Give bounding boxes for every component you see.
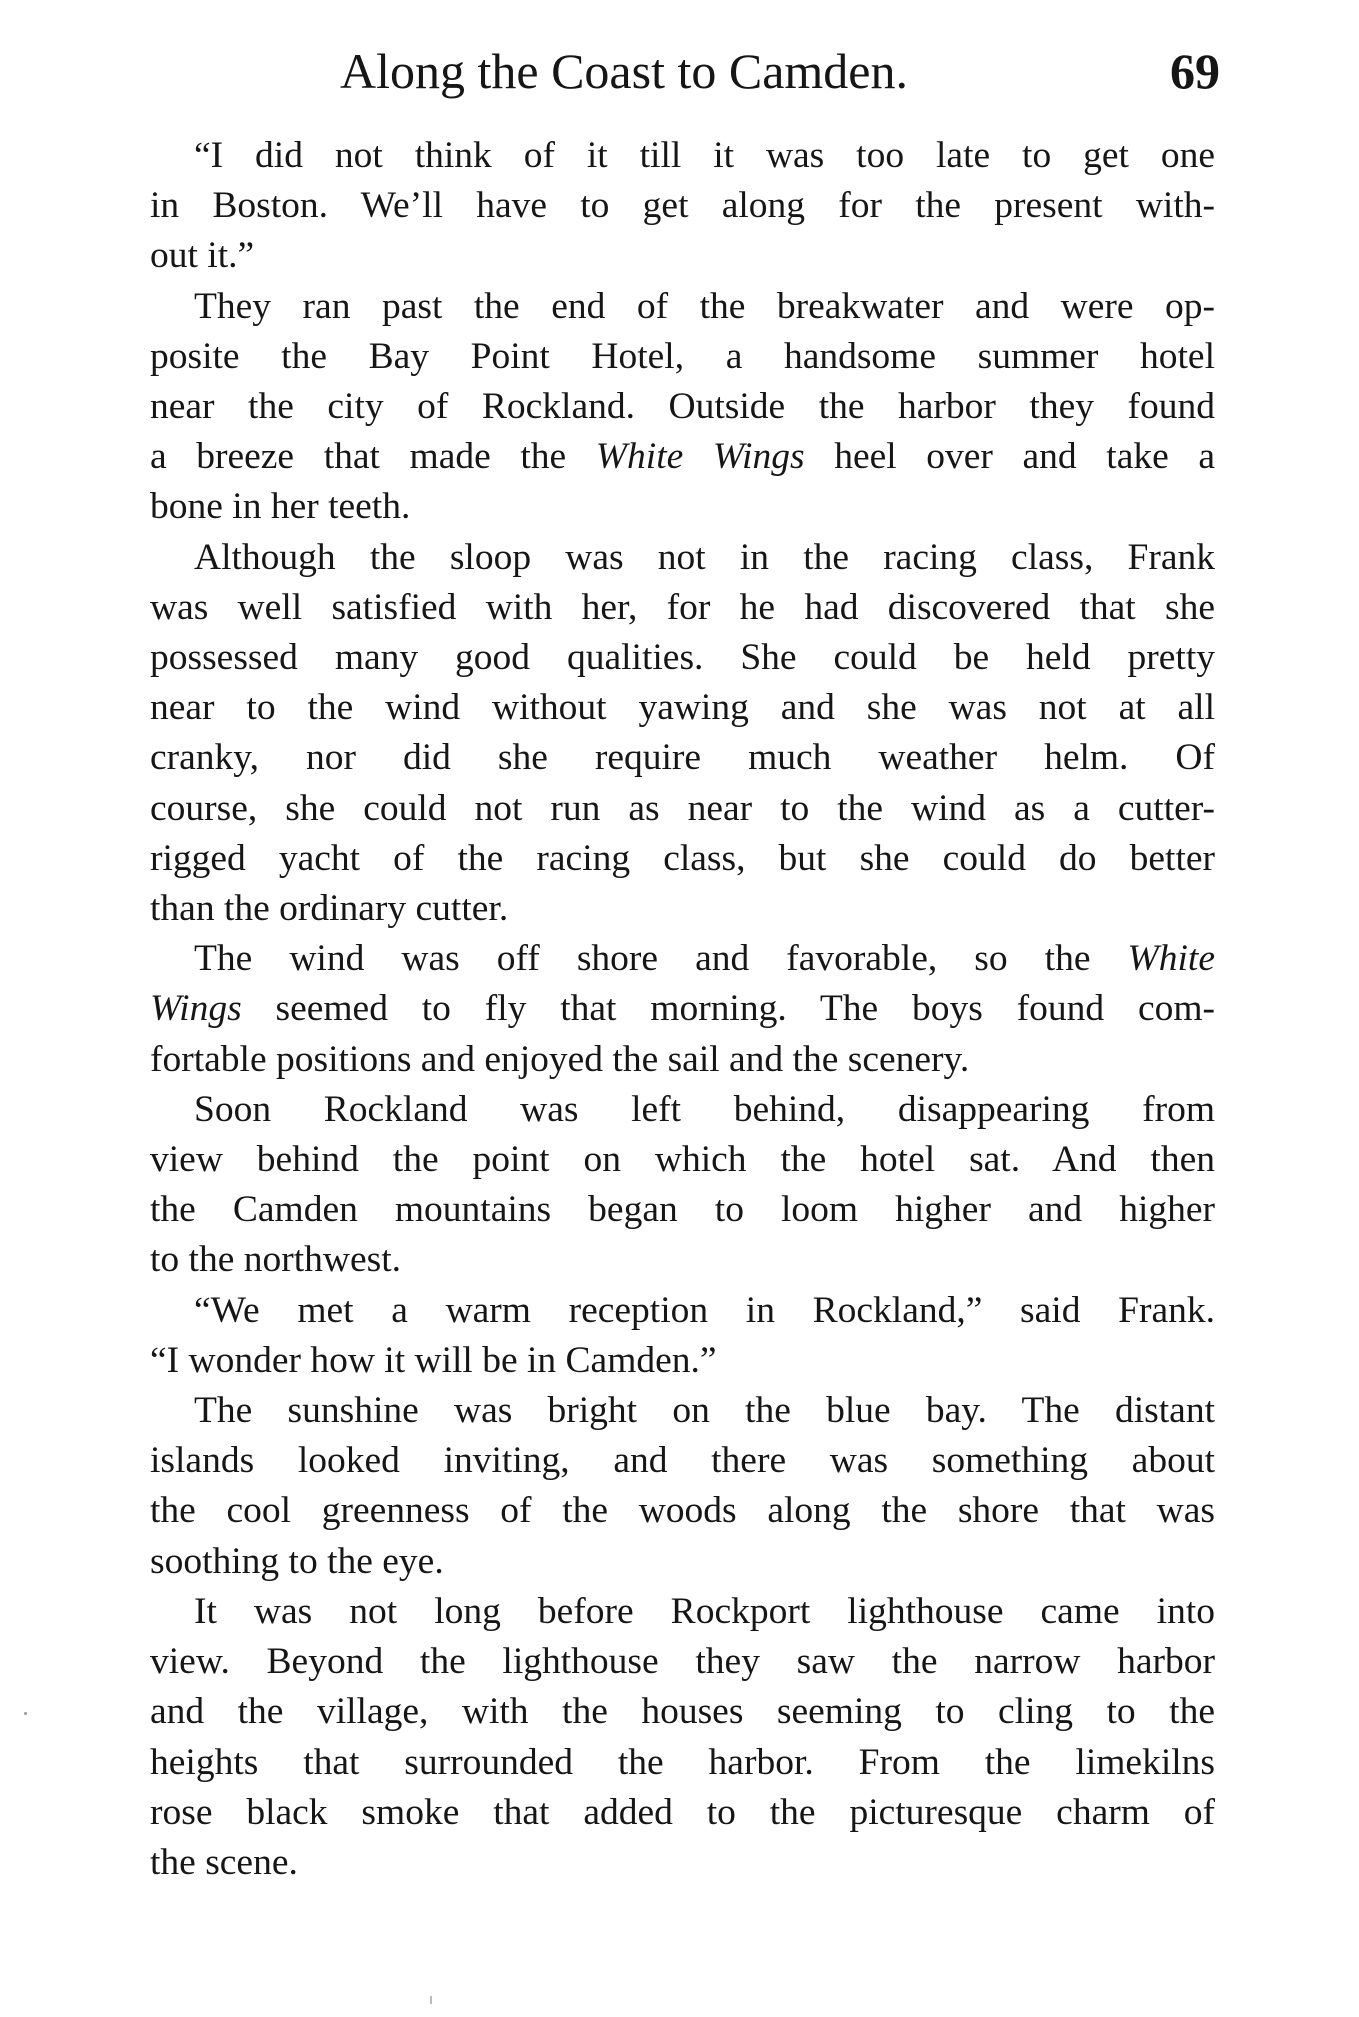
text-line	[150, 1486, 1215, 1536]
text-segment: near the city of Rockland. Outside the harbor they found	[150, 386, 1215, 428]
text-line	[150, 332, 1215, 382]
text-line	[150, 1336, 1215, 1386]
italic-text: White Wings	[595, 436, 805, 478]
text-segment: It was not long before Rockport lighthouse came into	[194, 1590, 1215, 1632]
paragraph	[150, 1587, 1215, 1888]
text-segment: a breeze that made the	[150, 436, 596, 478]
text-segment: to the northwest.	[150, 1239, 402, 1281]
text-segment: They ran past the end of the breakwater and were op-	[194, 285, 1215, 327]
text-segment: heel over and take a	[804, 436, 1215, 478]
text-line	[150, 1637, 1215, 1687]
text-segment: cranky, nor did she require much weather helm. Of	[150, 737, 1215, 779]
text-line	[150, 1135, 1215, 1185]
chapter-title: Along the Coast to Camden.	[340, 43, 908, 99]
text-line	[150, 231, 1215, 281]
text-line	[150, 482, 1215, 532]
text-line	[150, 1436, 1215, 1486]
text-segment: out it.”	[150, 235, 255, 277]
paragraph	[150, 1286, 1215, 1386]
text-segment: the Camden mountains began to loom higher and higher	[150, 1189, 1215, 1231]
text-line	[150, 181, 1215, 231]
text-line	[150, 934, 1215, 984]
text-segment: course, she could not run as near to the wind as a cutter-	[150, 787, 1215, 829]
text-segment: Although the sloop was not in the racing class, Frank	[194, 536, 1215, 578]
paragraph	[150, 1085, 1215, 1286]
text-line	[150, 1537, 1215, 1587]
text-line	[150, 131, 1215, 181]
text-line	[150, 1587, 1215, 1637]
text-segment: and the village, with the houses seeming to cling to the	[150, 1691, 1215, 1733]
paragraph	[150, 1386, 1215, 1587]
text-segment: near to the wind without yawing and she was not at all	[150, 687, 1215, 729]
text-line	[150, 1687, 1215, 1737]
text-line	[150, 784, 1215, 834]
running-head	[150, 34, 1220, 108]
text-line	[150, 884, 1215, 934]
text-line	[150, 1185, 1215, 1235]
text-segment: “I did not think of it till it was too late to get one	[194, 135, 1215, 176]
text-segment: the scene.	[150, 1841, 298, 1883]
text-segment: view behind the point on which the hotel sat. And then	[150, 1139, 1215, 1181]
paragraph	[150, 282, 1215, 533]
text-segment: “We met a warm reception in Rockland,” said Frank.	[194, 1289, 1215, 1331]
text-line	[150, 1035, 1215, 1085]
text-line	[150, 533, 1215, 583]
italic-text: White	[1127, 938, 1215, 980]
paragraph	[150, 934, 1215, 1085]
page-number: 69	[1170, 43, 1220, 99]
text-line	[150, 633, 1215, 683]
text-line	[150, 432, 1215, 482]
text-line	[150, 984, 1215, 1034]
text-segment: heights that surrounded the harbor. From the limekilns	[150, 1741, 1215, 1783]
text-line	[150, 1286, 1215, 1336]
text-segment: “I wonder how it will be in Camden.”	[150, 1339, 717, 1381]
text-line	[150, 683, 1215, 733]
text-line	[150, 1235, 1215, 1285]
paragraph	[150, 533, 1215, 935]
text-line	[150, 583, 1215, 633]
text-segment: soothing to the eye.	[150, 1540, 444, 1582]
text-line	[150, 1838, 1215, 1888]
text-segment: islands looked inviting, and there was something about	[150, 1440, 1215, 1482]
bottom-edge-mark	[430, 1996, 432, 2004]
text-segment: in Boston. We’ll have to get along for the present with-	[150, 185, 1215, 227]
text-line	[150, 1738, 1215, 1788]
text-line	[150, 733, 1215, 783]
text-line	[150, 1788, 1215, 1838]
text-segment: than the ordinary cutter.	[150, 888, 509, 930]
text-segment: rigged yacht of the racing class, but she could do better	[150, 837, 1215, 879]
text-line	[150, 382, 1215, 432]
text-line	[150, 1386, 1215, 1436]
text-segment: posite the Bay Point Hotel, a handsome summer hotel	[150, 335, 1215, 377]
text-segment: rose black smoke that added to the picturesque charm of	[150, 1791, 1215, 1833]
text-segment: seemed to fly that morning. The boys found com-	[241, 988, 1215, 1030]
body-text	[150, 131, 1215, 1888]
text-line	[150, 282, 1215, 332]
text-segment: The wind was off shore and favorable, so the	[194, 938, 1128, 980]
text-segment: was well satisfied with her, for he had discovered that she	[150, 586, 1215, 628]
text-segment: the cool greenness of the woods along the shore that was	[150, 1490, 1215, 1532]
text-segment: fortable positions and enjoyed the sail and the scenery.	[150, 1038, 970, 1080]
text-segment: bone in her teeth.	[150, 486, 411, 528]
text-segment: The sunshine was bright on the blue bay. The distant	[194, 1390, 1215, 1432]
text-segment: Soon Rockland was left behind, disappearing from	[194, 1088, 1215, 1130]
text-line	[150, 834, 1215, 884]
italic-text: Wings	[150, 988, 242, 1030]
margin-speck	[24, 1712, 27, 1715]
text-segment: view. Beyond the lighthouse they saw the narrow harbor	[150, 1641, 1215, 1683]
text-line	[150, 1085, 1215, 1135]
paragraph	[150, 131, 1215, 282]
text-segment: possessed many good qualities. She could be held pretty	[150, 637, 1215, 679]
